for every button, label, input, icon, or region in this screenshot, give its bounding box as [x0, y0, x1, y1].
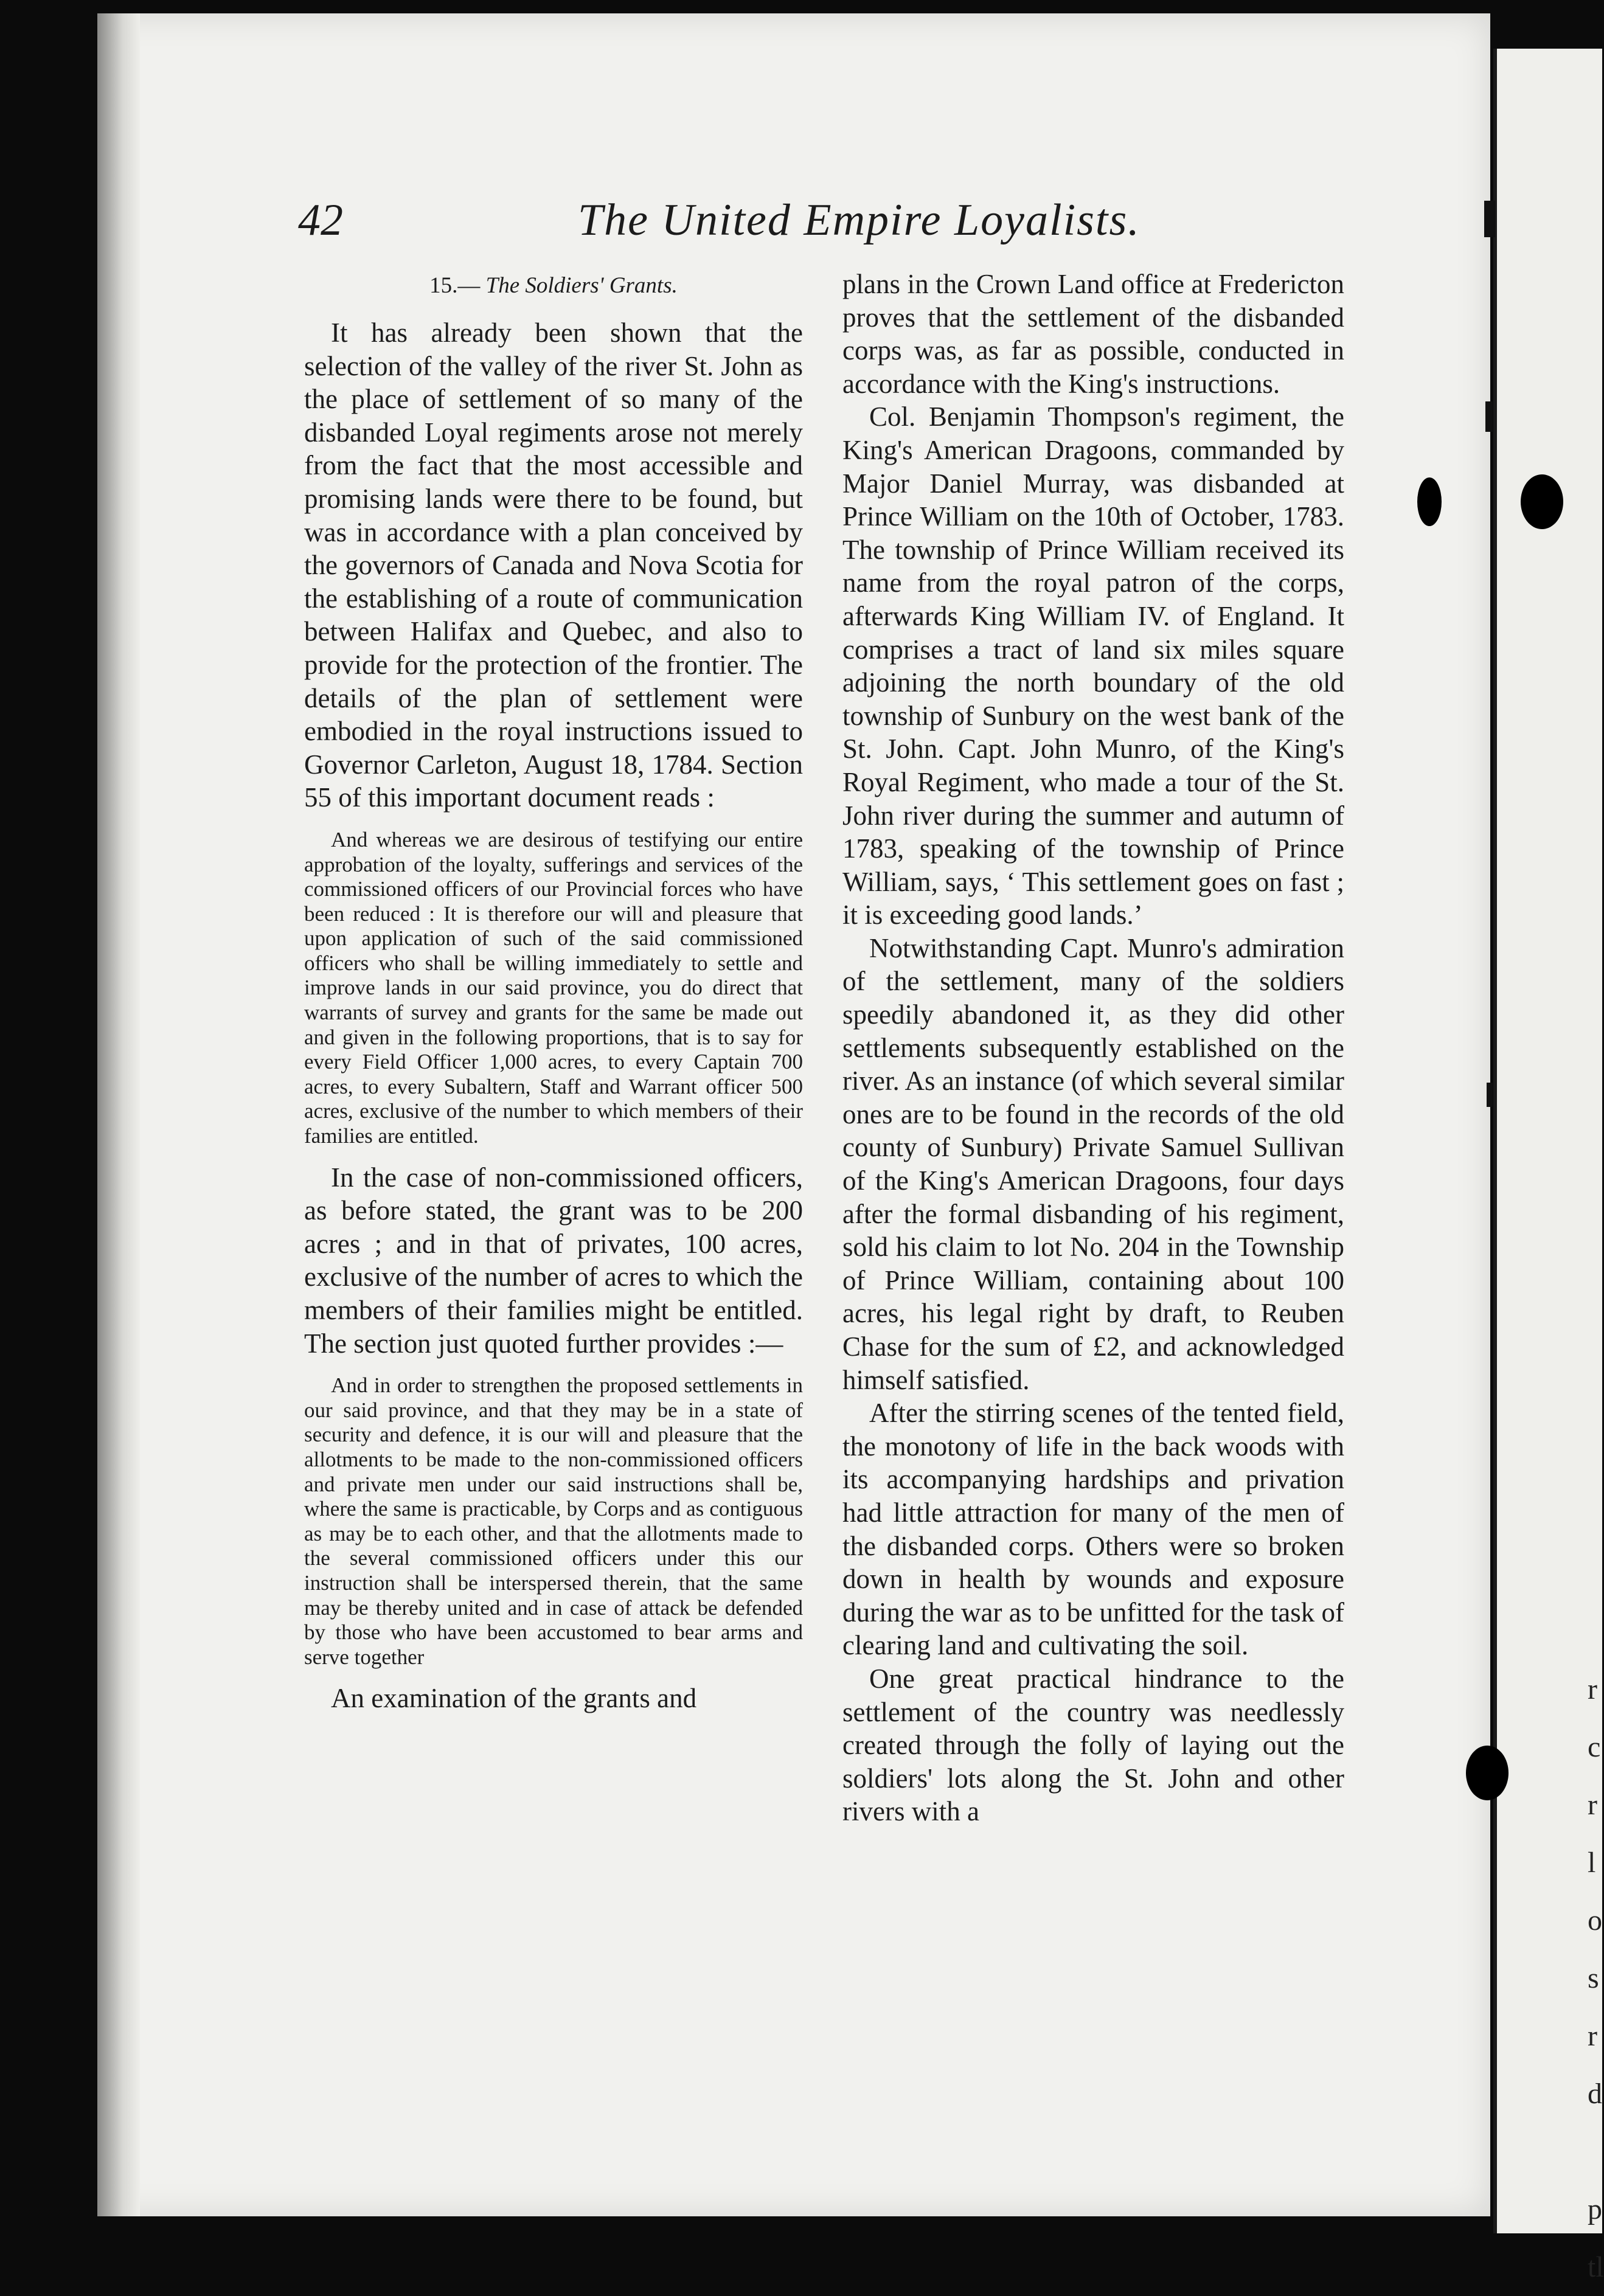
right-column-paragraphs	[842, 268, 1344, 1828]
binding-mark	[1485, 401, 1493, 432]
punch-hole-upper-inner	[1417, 477, 1442, 526]
left-column-paragraphs	[304, 316, 803, 1715]
section-title: The Soldiers' Grants.	[485, 273, 678, 298]
adjacent-page-letter: l	[1588, 1847, 1596, 1879]
adjacent-page-letter: tl	[1588, 2251, 1604, 2283]
punch-hole-lower	[1466, 1746, 1509, 1800]
paragraph: It has already been shown that the selection of the valley of the river St. John as the place of settlement of so many of the disbanded Loyal regiments arose not merely from the fact that the most accessible and promising lands were there to be found, but was in accordance with a plan conceived by the governors of Canada and Nova Scotia for the establishing of a route of communication between Halifax and Quebec, and also to provide for the protection of the frontier. The details of the plan of settlement were embodied in the royal instructions issued to Governor Carleton, August 18, 1784. Section 55 of this important document reads :	[304, 317, 803, 813]
binding-mark	[1487, 1083, 1493, 1107]
adjacent-page-letter: d	[1588, 2078, 1602, 2110]
right-column	[842, 268, 1344, 1828]
block-quote: And whereas we are desirous of testifying our entire approbation of the loyalty, sufferings and services of the commissioned officers of our Provincial forces who have been reduced : It is therefore our will and pleasure that upon application of such of the said commissioned officers who shall be willing immediately to settle and improve lands in our said province, you do direct that warrants of survey and grants for the same be made out and given in the following proportions, that is to say for every Field Officer 1,000 acres, to every Captain 700 acres, to every Subaltern, Staff and Warrant officer 500 acres, exclusive of the number to which members of their families are entitled.	[304, 827, 803, 1148]
adjacent-page-letter: p	[1588, 2193, 1602, 2225]
page-number: 42	[298, 195, 343, 245]
punch-hole-upper	[1521, 474, 1563, 529]
adjacent-page-letter: c	[1588, 1731, 1601, 1763]
adjacent-page-letter: r	[1588, 1789, 1597, 1821]
adjacent-page-letter: r	[1588, 2020, 1597, 2052]
adjacent-page-letter: r	[1588, 1673, 1597, 1705]
adjacent-page-letter: o	[1588, 1904, 1602, 1937]
running-head	[298, 182, 1338, 249]
left-column	[304, 268, 803, 1715]
binding-mark	[1484, 201, 1495, 237]
paragraph: In the case of non-commissioned officers, as before stated, the grant was to be 200 acres ; and in that of privates, 100 acres, exclusive of the number of acres to which the members of their families might be entitled. The section just quoted further provides :—	[304, 1162, 803, 1359]
page-gutter-shadow	[97, 13, 140, 2216]
paragraph: After the stirring scenes of the tented field, the monotony of life in the back woods with its accompanying hardships and privation had little attraction for many of the men of the disbanded corps. Others were so broken down in health by wounds and exposure during the war as to be unfitted for the task of clearing land and cultivating the soil.	[842, 1398, 1344, 1661]
block-quote: And in order to strengthen the proposed settlements in our said province, and that they may be in a state of security and defence, it is our will and pleasure that the allotments to be made to the non-commissioned officers and private men under our said instructions shall be, where the same is practicable, by Corps and as contiguous as may be to each other, and that the allotments made to the several commissioned officers under this our instruction shall be interspersed therein, that the same may be thereby united and in case of attack be defended by those who have been accustomed to bear arms and serve together	[304, 1373, 803, 1669]
paragraph: One great practical hindrance to the settlement of the country was needlessly created through the folly of laying out the soldiers' lots along the St. John and other rivers with a	[842, 1663, 1344, 1827]
adjacent-page-letter	[1588, 2123, 1599, 2180]
adjacent-page-letter: s	[1588, 1962, 1599, 1994]
adjacent-page	[1493, 49, 1602, 2233]
paragraph: Notwithstanding Capt. Munro's admiration of the settlement, many of the soldiers speedily abandoned it, as they did other settlements subsequently established on the river. As an instance (of which several similar ones are to be found in the records of the old county of Sunbury) Private Samuel Sullivan of the King's American Dragoons, four days after the formal disbanding of his regiment, sold his claim to lot No. 204 in the Township of Prince William, containing about 100 acres, his legal right by draft, to Reuben Chase for the sum of £2, and acknowledged himself satisfied.	[842, 932, 1344, 1395]
section-heading	[304, 268, 803, 304]
paragraph: plans in the Crown Land office at Fredericton proves that the settlement of the disbanded corps was, as far as possible, conducted in accordance with the King's instructions.	[842, 269, 1344, 399]
paragraph: Col. Benjamin Thompson's regiment, the King's American Dragoons, commanded by Major Daniel Murray, was disbanded at Prince William on the 10th of October, 1783. The township of Prince William received its name from the royal patron of the corps, afterwards King William IV. of England. It comprises a tract of land six miles square adjoining the north boundary of the old township of Sunbury on the west bank of the St. John. Capt. John Munro, of the King's Royal Regiment, who made a tour of the St. John river during the summer and autumn of 1783, speaking of the township of Prince William, says, ‘ This settlement goes on fast ; it is exceeding good lands.’	[842, 401, 1344, 931]
section-number: 15.—	[429, 273, 481, 298]
running-title: The United Empire Loyalists.	[578, 195, 1141, 245]
paragraph: An examination of the grants and	[331, 1683, 697, 1714]
adjacent-page-text	[1588, 1660, 1604, 2296]
